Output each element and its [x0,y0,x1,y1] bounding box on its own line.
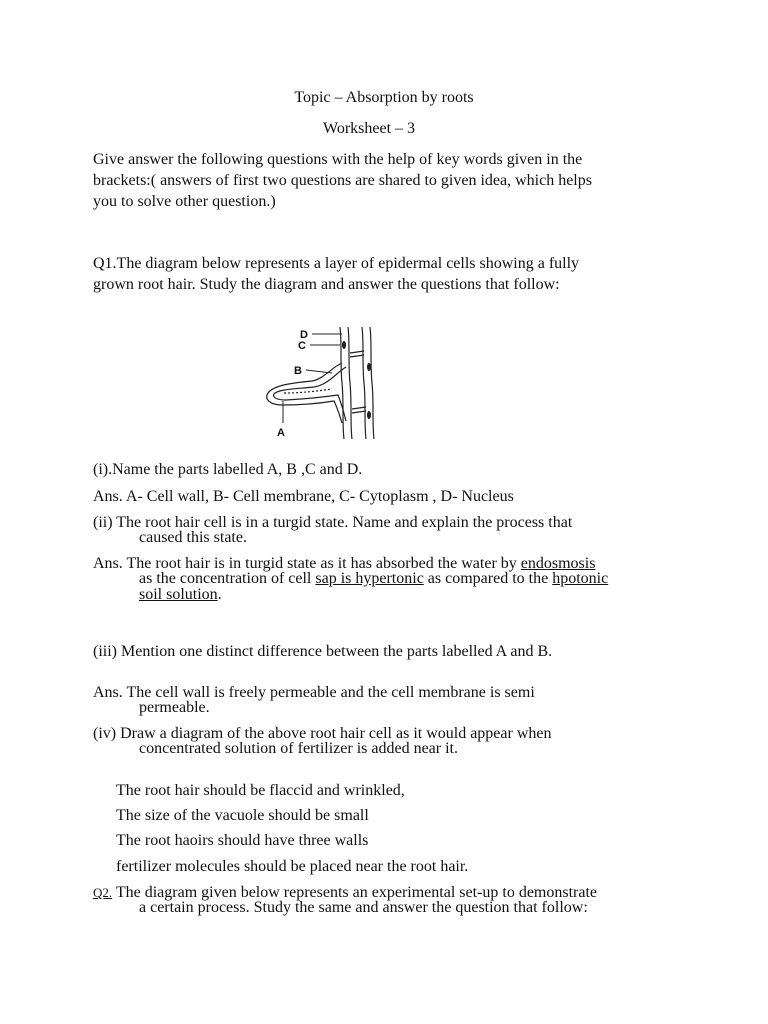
answer-text: Ans. The root hair is in turgid state as it has absorbed the water by [93,555,521,572]
answer-text: as the concentration of cell [139,570,316,587]
q2-text: The diagram given below represents an experimental set-up to demonstrate [112,884,598,901]
q1-part-i-answer: Ans. A- Cell wall, B- Cell membrane, C- Cytoplasm , D- Nucleus [93,488,514,505]
soil-solution-term: soil solution [139,586,218,603]
q1-part-iv-point-1: The root hair should be flaccid and wrinkled, [116,782,405,799]
q2-label: Q2. [93,885,113,900]
q1-part-i-question: (i).Name the parts labelled A, B ,C and D. [93,461,363,478]
q1-part-ii-question-line-2: caused this state. [139,529,247,546]
hpotonic-term: hpotonic [552,570,609,587]
q1-intro-line-1: Q1.The diagram below represents a layer of epidermal cells showing a fully [93,255,580,272]
endosmosis-term: endosmosis [520,555,596,572]
answer-text: as compared to the [423,570,553,587]
q1-part-iv-question-line-1: (iv) Draw a diagram of the above root hair cell as it would appear when [93,725,552,742]
q2-line-2: a certain process. Study the same and answer the question that follow: [139,899,588,916]
q1-part-iii-answer-line-1: Ans. The cell wall is freely permeable and the cell membrane is semi [93,684,535,701]
root-hair-diagram [262,323,382,443]
q1-part-iv-point-4: fertilizer molecules should be placed near the root hair. [116,858,469,875]
label-c: C [298,340,306,352]
instructions-line-1: Give answer the following questions with the help of key words given in the [93,151,583,168]
label-a: A [277,427,285,439]
q1-part-iii-answer-line-2: permeable. [139,699,210,716]
q1-part-iv-point-2: The size of the vacuole should be small [116,807,369,824]
label-d: D [300,329,308,341]
q1-part-iv-point-3: The root haoirs should have three walls [116,832,369,849]
q1-part-iii-question: (iii) Mention one distinct difference between the parts labelled A and B. [93,643,553,660]
topic-title: Topic – Absorption by roots [294,89,474,106]
q1-intro-line-2: grown root hair. Study the diagram and answer the questions that follow: [93,276,560,293]
label-b: B [294,365,302,377]
worksheet-title: Worksheet – 3 [323,120,416,137]
answer-text: . [217,586,222,603]
q1-part-iv-question-line-2: concentrated solution of fertilizer is added near it. [139,740,458,757]
q1-part-ii-question-line-1: (ii) The root hair cell is in a turgid state. Name and explain the process that [93,514,573,531]
instructions-line-3: you to solve other question.) [93,193,276,210]
instructions-line-2: brackets:( answers of first two questions are shared to given idea, which helps [93,172,592,189]
q1-part-ii-answer-line-3 [139,586,222,603]
q1-part-ii-answer-line-2 [139,570,608,587]
hypertonic-term: sap is hypertonic [315,570,424,587]
